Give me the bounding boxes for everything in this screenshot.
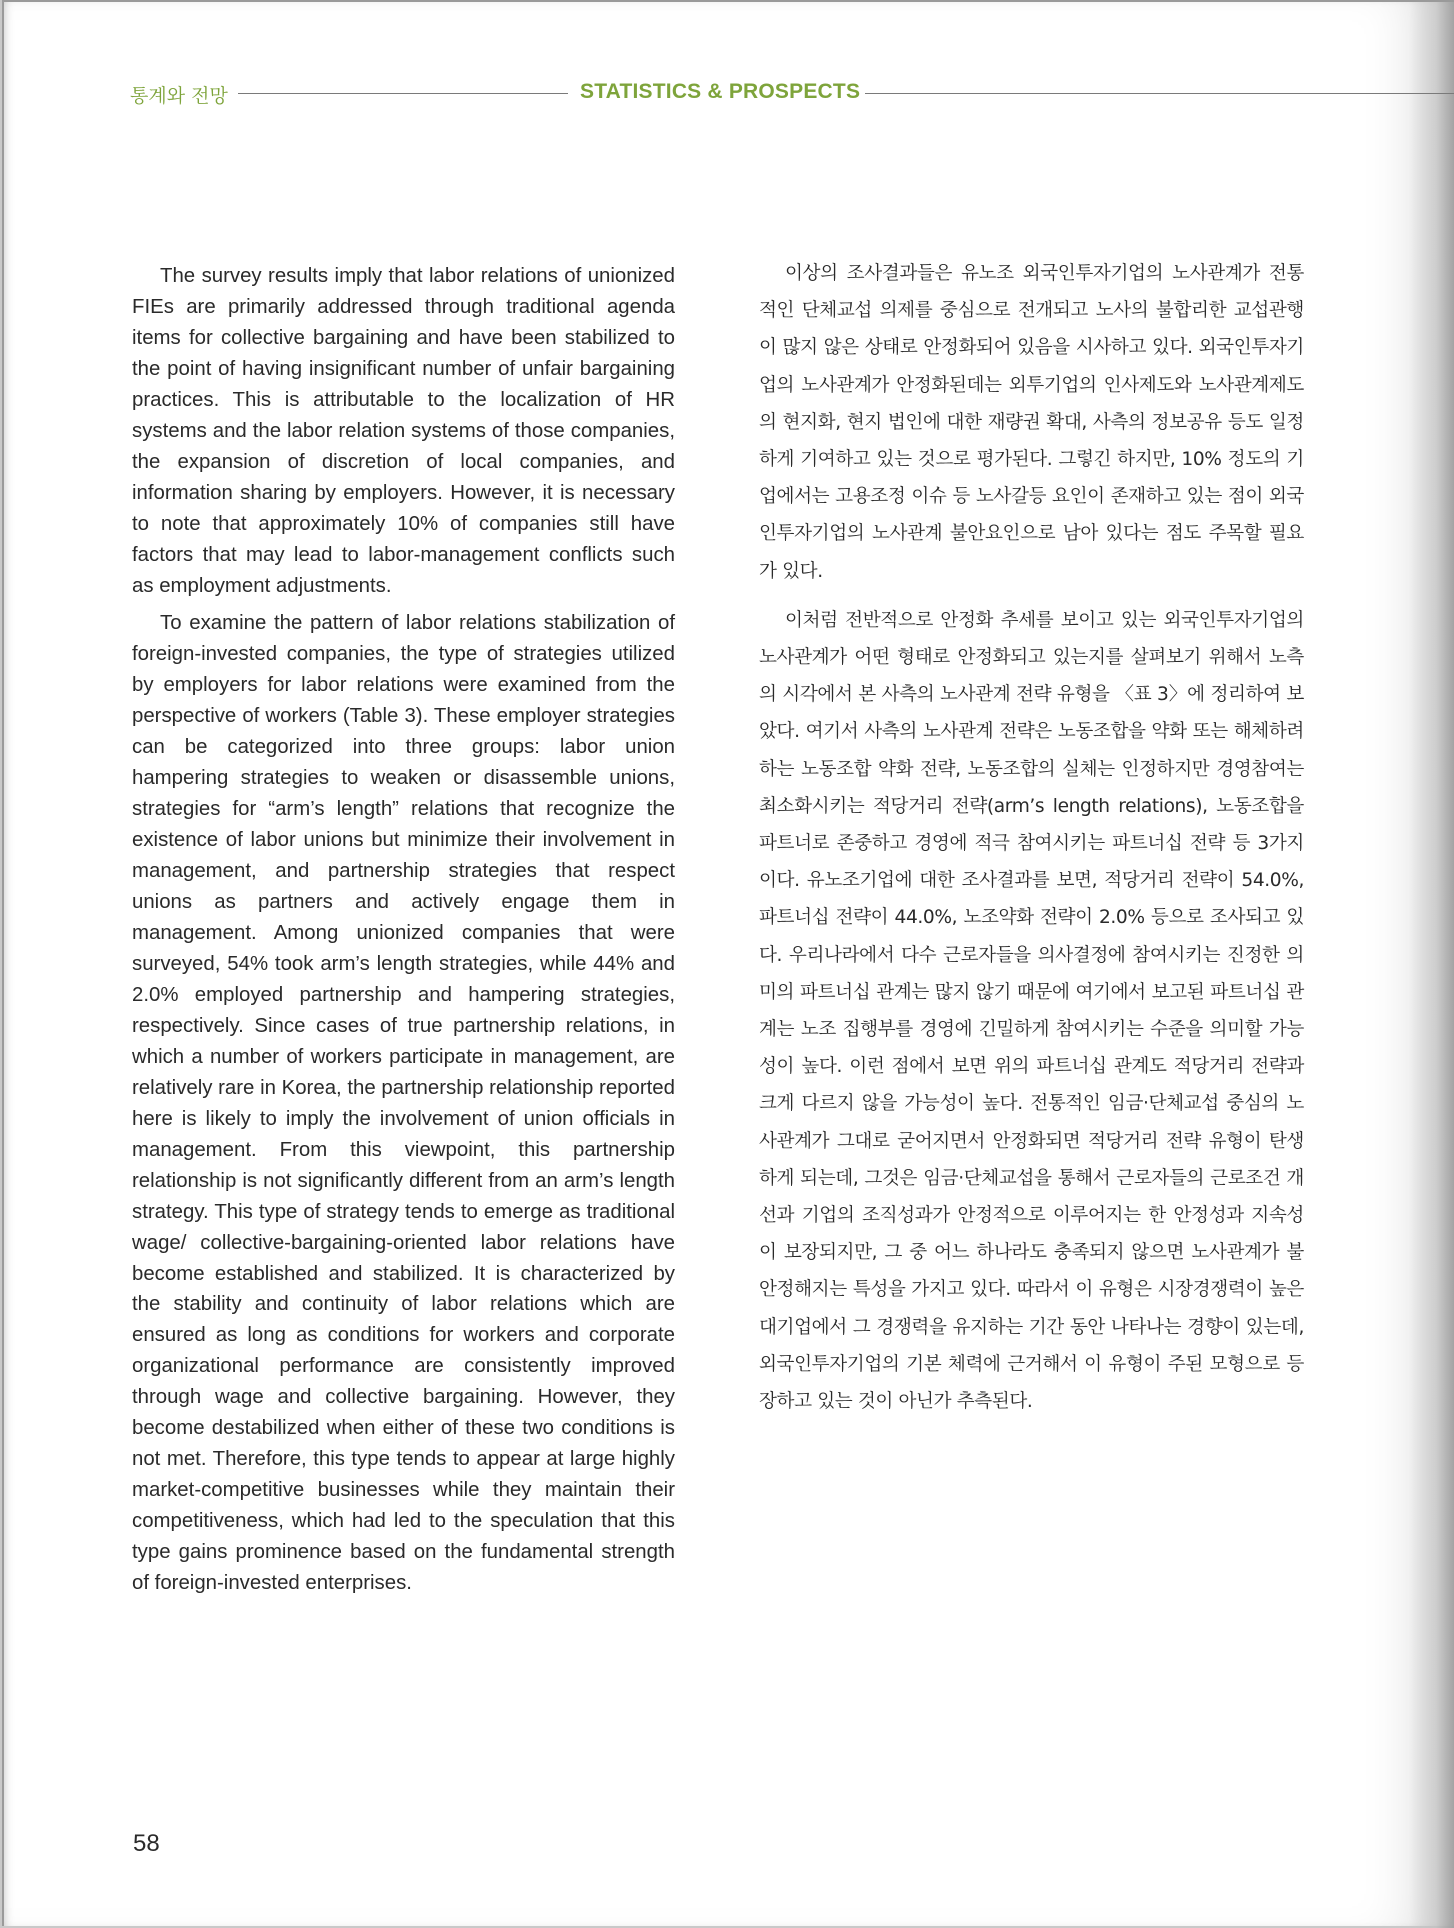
document-page: [2, 0, 1454, 1926]
page-curl-shadow: [1409, 2, 1454, 1928]
section-title-english: STATISTICS & PROSPECTS: [580, 80, 861, 103]
section-title-korean: 통계와 전망: [130, 85, 228, 107]
header-rule-right: [865, 93, 1454, 94]
header-rule-left: [238, 93, 568, 94]
running-header: [4, 2, 1454, 122]
english-paragraph-2: To examine the pattern of labor relations stabilization of foreign-invested companies, the type of strategies utilized by employers for labor relations were examined from the perspective of workers (Table 3). These employer strategies can be categorized into three groups: labor union hampering strategies to weaken or disassemble unions, strategies for “arm’s length” relations that recognize the existence of labor unions but minimize their involvement in management, and partnership strategies that respect unions as partners and actively engage them in management. Among unionized companies that were surveyed, 54% took arm’s length strategies, while 44% and 2.0% employed partnership and hampering strategies, respectively. Since cases of true partnership relations, in which a number of workers participate in management, are relatively rare in Korea, the partnership relationship reported here is likely to imply the involvement of union officials in management. From this viewpoint, this partnership relationship is not significantly different from an arm’s length strategy. This type of strategy tends to emerge as traditional wage/ collective-bargaining-oriented labor relations have become established and stabilized. It is characterized by the stability and continuity of labor relations which are ensured as long as conditions for workers and corporate organizational performance are consistently improved through wage and collective bargaining. However, they become destabilized when either of these two conditions is not met. Therefore, this type tends to appear at large highly market-competitive businesses while they maintain their competitiveness, which had led to the speculation that this type gains prominence based on the fundamental strength of foreign-invested enterprises.: [132, 612, 675, 1595]
korean-paragraph-2: 이처럼 전반적으로 안정화 추세를 보이고 있는 외국인투자기업의 노사관계가 어떤 형태로 안정화되고 있는지를 살펴보기 위해서 노측의 시각에서 본 사측의 노사관계 전략 유형을 〈표 3〉에 정리하여 보았다. 여기서 사측의 노사관계 전략은 노동조합을 약화 또는 해체하려 하는 노동조합 약화 전략, 노동조합의 실체는 인정하지만 경영참여는 최소화시키는 적당거리 전략(arm’s length relations), 노동조합을 파트너로 존중하고 경영에 적극 참여시키는 파트너십 전략 등 3가지이다. 유노조기업에 대한 조사결과를 보면, 적당거리 전략이 54.0%, 파트너십 전략이 44.0%, 노조약화 전략이 2.0% 등으로 조사되고 있다. 우리나라에서 다수 근로자들을 의사결정에 참여시키는 진정한 의미의 파트너십 관계는 많지 않기 때문에 여기에서 보고된 파트너십 관계는 노조 집행부를 경영에 긴밀하게 참여시키는 수준을 의미할 가능성이 높다. 이런 점에서 보면 위의 파트너십 관계도 적당거리 전략과 크게 다르지 않을 가능성이 높다. 전통적인 임금·단체교섭 중심의 노사관계가 그대로 굳어지면서 안정화되면 적당거리 전략 유형이 탄생하게 되는데, 그것은 임금·단체교섭을 통해서 근로자들의 근로조건 개선과 기업의 조직성과가 안정적으로 이루어지는 한 안정성과 지속성이 보장되지만, 그 중 어느 하나라도 충족되지 않으면 노사관계가 불안정해지는 특성을 가지고 있다. 따라서 이 유형은 시장경쟁력이 높은 대기업에서 그 경쟁력을 유지하는 기간 동안 나타나는 경향이 있는데, 외국인투자기업의 기본 체력에 근거해서 이 유형이 주된 모형으로 등장하고 있는 것이 아닌가 추측된다.: [759, 609, 1304, 1413]
korean-paragraph-1: 이상의 조사결과들은 유노조 외국인투자기업의 노사관계가 전통적인 단체교섭 의제를 중심으로 전개되고 노사의 불합리한 교섭관행이 많지 않은 상태로 안정화되어 있음을 시사하고 있다. 외국인투자기업의 노사관계가 안정화된데는 외투기업의 인사제도와 노사관계제도의 현지화, 현지 법인에 대한 재량권 확대, 사측의 정보공유 등도 일정하게 기여하고 있는 것으로 평가된다. 그렇긴 하지만, 10% 정도의 기업에서는 고용조정 이슈 등 노사갈등 요인이 존재하고 있는 점이 외국인투자기업의 노사관계 불안요인으로 남아 있다는 점도 주목할 필요가 있다.: [759, 263, 1304, 582]
korean-column: [759, 255, 1304, 1432]
english-paragraph-1: The survey results imply that labor relations of unionized FIEs are primarily addressed through traditional agenda items for collective bargaining and have been stabilized to the point of having insignificant number of unfair bargaining practices. This is attributable to the localization of HR systems and the labor relation systems of those companies, the expansion of discretion of local companies, and information sharing by employers. However, it is necessary to note that approximately 10% of companies still have factors that may lead to labor-management conflicts such as employment adjustments.: [132, 265, 675, 597]
english-column: [132, 261, 675, 1606]
page-number: 58: [133, 1830, 160, 1857]
